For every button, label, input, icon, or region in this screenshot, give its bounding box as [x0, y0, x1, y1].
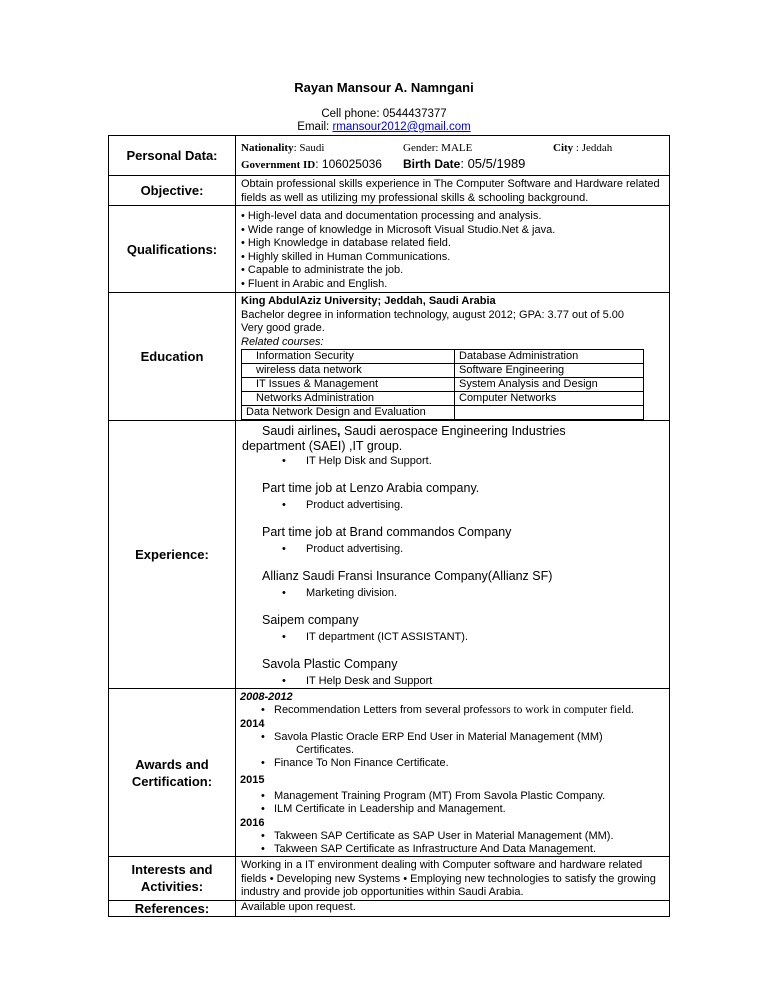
award-year: 2014 — [240, 718, 265, 730]
experience-bullet: • IT Help Desk and Support — [282, 674, 665, 688]
qualification-item: • Capable to administrate the job. — [241, 264, 404, 276]
qualification-item: • Fluent in Arabic and English. — [241, 277, 388, 290]
references-label: References: — [109, 900, 236, 916]
award-item: • Recommendation Letters from several professors to work in computer field. — [274, 704, 665, 717]
experience-bullet: • IT department (ICT ASSISTANT). — [282, 630, 665, 644]
experience-company: Savola Plastic Company — [262, 657, 398, 671]
qualifications-list — [236, 206, 670, 293]
school-name: King AbdulAziz University; Jeddah, Saudi Arabia — [241, 295, 496, 307]
experience-company: Saipem company — [262, 613, 359, 627]
interests-text: Working in a IT environment dealing with Computer software and hardware related fields • Developing new Systems • Employing new technologies to satisfy the growing industry and provide job opportunities within Saudi Arabia. — [236, 857, 670, 901]
qualification-item: • Wide range of knowledge in Microsoft Visual Studio.Net & java. — [241, 223, 556, 236]
course-cell: Information Security — [242, 350, 455, 364]
award-item: • ILM Certificate in Leadership and Management. — [274, 803, 665, 816]
course-cell: IT Issues & Management — [242, 378, 455, 392]
award-item: • Savola Plastic Oracle ERP End User in Material Management (MM) — [274, 731, 665, 744]
phone-number: Cell phone: 0544437377 — [321, 108, 447, 120]
nationality-value: : Saudi — [293, 142, 325, 154]
education-label: Education — [109, 293, 236, 421]
experience-bullet: • IT Help Disk and Support. — [282, 454, 665, 468]
award-year: 2015 — [240, 774, 265, 786]
related-courses-label: Related courses: — [241, 335, 324, 348]
award-item: • Takween SAP Certificate as Infrastructure And Data Management. — [274, 843, 665, 856]
city-label: City — [553, 142, 574, 154]
awards-label: Awards and Certification: — [109, 689, 236, 857]
gender-value: Gender: MALE — [403, 142, 473, 154]
experience-company: Allianz Saudi Fransi Insurance Company(Allianz SF) — [262, 569, 553, 583]
course-cell: Software Engineering — [455, 364, 644, 378]
experience-company: Part time job at Brand commandos Company — [262, 525, 512, 539]
birth-date-label: Birth Date — [403, 157, 461, 171]
qualification-item: • High Knowledge in database related field. — [241, 237, 451, 249]
experience-cell — [236, 421, 670, 689]
experience-label: Experience: — [109, 421, 236, 689]
course-cell: Data Network Design and Evaluation — [242, 406, 455, 420]
birth-date-value: : 05/5/1989 — [460, 156, 526, 171]
grade-line: Very good grade. — [241, 322, 325, 334]
interests-label: Interests and Activities: — [109, 857, 236, 901]
course-cell: Database Administration — [455, 350, 644, 364]
course-cell: wireless data network — [242, 364, 455, 378]
course-cell: Networks Administration — [242, 392, 455, 406]
objective-label: Objective: — [109, 176, 236, 206]
course-cell: Computer Networks — [455, 392, 644, 406]
award-item-cont: Certificates. — [296, 744, 355, 756]
gov-id-value: : 106025036 — [315, 157, 382, 171]
course-cell: System Analysis and Design — [455, 378, 644, 392]
email-label: Email: — [297, 121, 333, 133]
resume-table — [108, 135, 670, 917]
qualifications-label: Qualifications: — [109, 206, 236, 293]
education-cell — [236, 293, 670, 421]
award-item: • Finance To Non Finance Certificate. — [274, 757, 665, 770]
experience-company: Part time job at Lenzo Arabia company. — [262, 481, 480, 495]
objective-text: Obtain professional skills experience in The Computer Software and Hardware related fields as well as utilizing my professional skills & schooling background. — [236, 176, 670, 206]
award-year: 2016 — [240, 817, 265, 829]
experience-bullet: • Marketing division. — [282, 586, 665, 600]
nationality-label: Nationality — [241, 142, 294, 154]
award-item: • Takween SAP Certificate as SAP User in Material Management (MM). — [274, 830, 665, 843]
awards-cell — [236, 689, 670, 857]
experience-company: Saudi airlines, Saudi aerospace Engineering Industries — [262, 424, 566, 438]
award-item: • Management Training Program (MT) From Savola Plastic Company. — [274, 790, 665, 803]
email-link[interactable]: rmansour2012@gmail.com — [332, 121, 471, 133]
personal-data-label: Personal Data: — [109, 136, 236, 176]
qualification-item: • High-level data and documentation processing and analysis. — [241, 210, 542, 222]
city-value: : Jeddah — [573, 142, 613, 154]
email-line — [0, 121, 768, 133]
gov-id-label: Government ID — [241, 159, 316, 171]
degree-line: Bachelor degree in information technology, august 2012; GPA: 3.77 out of 5.00 — [241, 308, 625, 321]
experience-bullet: • Product advertising. — [282, 542, 665, 556]
applicant-name: Rayan Mansour A. Namngani — [294, 80, 474, 95]
award-year: 2008-2012 — [240, 691, 293, 703]
references-text: Available upon request. — [236, 900, 670, 916]
personal-data-cell — [236, 136, 670, 176]
course-cell-empty — [455, 406, 644, 420]
experience-company-cont: department (SAEI) ,IT group. — [242, 439, 403, 453]
courses-table — [241, 349, 644, 420]
experience-bullet: • Product advertising. — [282, 498, 665, 512]
qualification-item: • Highly skilled in Human Communications. — [241, 250, 451, 263]
